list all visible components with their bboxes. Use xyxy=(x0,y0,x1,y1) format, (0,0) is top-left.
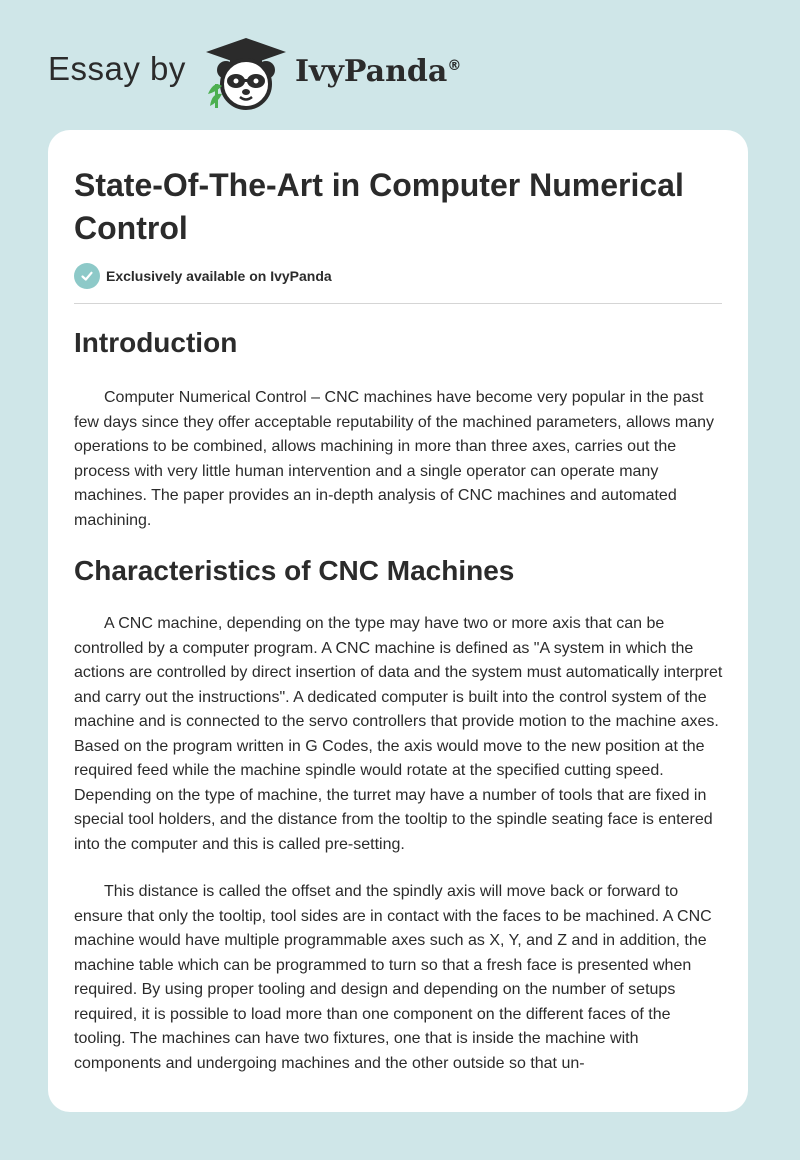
paragraph: Computer Numerical Control – CNC machines have become very popular in the past few days since they offer acceptable reputability of the machined parameters, allows many operations to be combined, allows machining in more than three axes, carries out the process with very little human intervention and a single operator can operate many machines. The paper provides an in-depth analysis of CNC machines and automated machining. xyxy=(74,389,715,529)
badge-text: Exclusively available on IvyPanda xyxy=(106,268,332,284)
registered-mark: ® xyxy=(447,58,462,74)
check-icon xyxy=(74,263,100,289)
section-heading-introduction: Introduction xyxy=(74,327,238,358)
brand-name[interactable] xyxy=(295,54,461,89)
panda-logo-icon[interactable] xyxy=(200,36,292,110)
essay-by-label: Essay by xyxy=(48,50,186,87)
brand-text: IvyPanda xyxy=(295,54,448,89)
paragraph: A CNC machine, depending on the type may have two or more axis that can be controlled by a computer program. A CNC machine is defined as "A system in which the actions are controlled by direct insertion of data and the system must automatically interpret and carry out the instructions". A dedicated computer is built into the control system of the machine and is connected to the servo controllers that provide motion to the machine axes. Based on the program written in G Codes, the axis would move to the new position at the required feed while the machine spindle would rotate at the specified cutting speed. Depending on the type of machine, the turret may have a number of tools that are fixed in special tool holders, and the distance from the tooltip to the spindle seating face is entered into the computer and this is called pre-setting. xyxy=(74,615,723,853)
divider xyxy=(74,303,722,304)
essay-card xyxy=(48,130,748,1112)
exclusive-badge xyxy=(74,262,332,290)
section-heading-characteristics: Characteristics of CNC Machines xyxy=(74,555,515,586)
essay-title: State-Of-The-Art in Computer Numerical Control xyxy=(74,167,684,246)
paragraph: This distance is called the offset and the spindly axis will move back or forward to ensure that only the tooltip, tool sides are in contact with the faces to be machined. A CNC machine would have multiple programmable axes such as X, Y, and Z and in addition, the machine table which can be programmed to turn so that a fresh face is presented when required. By using proper tooling and design and depending on the number of setups required, it is possible to load more than one component on the different faces of the tooling. The machines can have two fixtures, one that is inside the machine with components and undergoing machines and the other outside so that un- xyxy=(74,883,712,1072)
site-header xyxy=(0,0,800,130)
